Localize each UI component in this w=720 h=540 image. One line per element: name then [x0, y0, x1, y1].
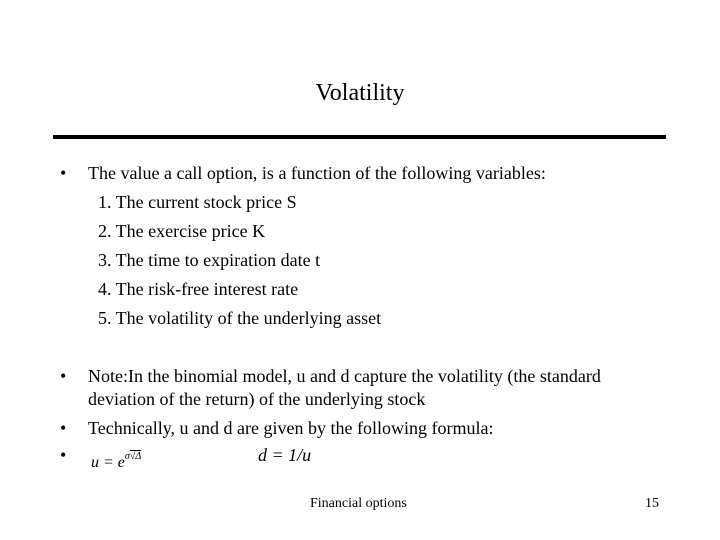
formula-u-sigma: σ [124, 451, 130, 462]
bullet-formula-intro: Technically, u and d are given by the following formula: [88, 418, 494, 438]
formula-u-exponent [125, 451, 141, 462]
title-underline [53, 135, 666, 139]
variable-item: 5. The volatility of the underlying asset [98, 308, 382, 328]
formula-u-base: u = e [91, 454, 125, 471]
formula-u [91, 451, 141, 472]
page-number: 15 [645, 496, 659, 511]
footer-text: Financial options [310, 496, 407, 511]
formula-d: d = 1/u [258, 445, 312, 465]
bullet-marker: • [60, 366, 67, 386]
bullet-marker: • [60, 445, 67, 465]
bullet-note-line1: Note:In the binomial model, u and d capture the volatility (the standard [88, 366, 601, 386]
variable-item: 1. The current stock price S [98, 192, 297, 212]
bullet-marker: • [60, 163, 67, 183]
variable-item: 4. The risk-free interest rate [98, 279, 299, 299]
variable-item: 2. The exercise price K [98, 221, 266, 241]
slide-title: Volatility [315, 80, 405, 106]
bullet-note-line2: deviation of the return) of the underlying stock [88, 389, 426, 409]
bullet-marker: • [60, 418, 67, 438]
variable-item: 3. The time to expiration date t [98, 250, 321, 270]
formula-u-root: √Δ [129, 451, 142, 462]
bullet-variables-intro: The value a call option, is a function of the following variables: [88, 163, 546, 183]
